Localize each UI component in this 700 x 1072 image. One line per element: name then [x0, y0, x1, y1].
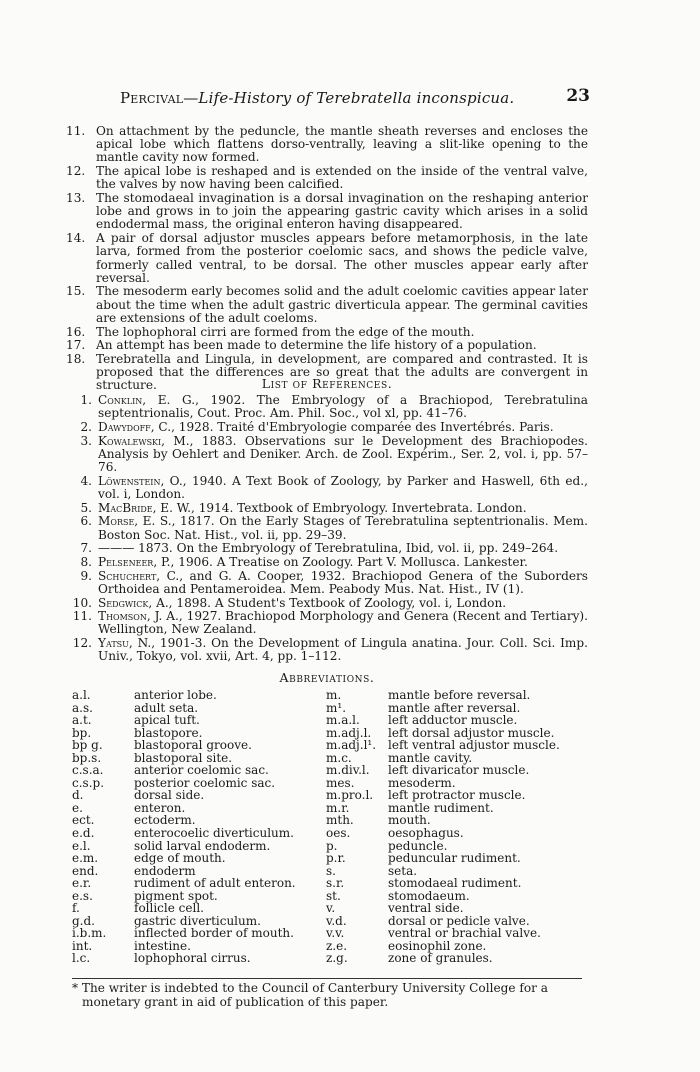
abbreviation-meaning: mantle rudiment.: [388, 800, 494, 815]
reference-author: Thomson, J. A.,: [98, 609, 183, 624]
abbreviation-meaning: left ventral adjustor muscle.: [388, 738, 560, 753]
reference-body: [98, 475, 588, 501]
abbreviation-key: m¹.: [326, 700, 347, 715]
abbreviation-meaning: left adductor muscle.: [388, 713, 518, 728]
abbreviation-meaning: pigment spot.: [134, 888, 218, 903]
summary-item: [66, 285, 588, 325]
abbreviation-key: end.: [72, 863, 99, 878]
reference-text: 1902. The Embryology of a Brachiopod, Terebratulina septentrionalis, Cout. Proc. Am. Phil. Soc., vol xl, pp. 41–76.: [98, 393, 588, 421]
abbreviation-row: [72, 852, 332, 865]
abbreviation-key: p.r.: [326, 851, 346, 866]
abbreviation-meaning: enterocoelic diverticulum.: [134, 826, 294, 841]
abbreviation-meaning: mesoderm.: [388, 775, 456, 790]
abbreviation-meaning: anterior coelomic sac.: [134, 763, 269, 778]
abbreviation-meaning: oesophagus.: [388, 826, 464, 841]
footnote: [72, 982, 588, 1009]
references-heading: List of References.: [261, 376, 393, 391]
summary-item-number: 15.: [66, 284, 86, 299]
abbreviation-row: [326, 802, 588, 815]
abbreviation-meaning: edge of mouth.: [134, 851, 226, 866]
abbreviation-key: e.: [72, 800, 83, 815]
abbreviation-row: [72, 764, 332, 777]
reference-body: [98, 637, 588, 663]
summary-item-number: 18.: [66, 351, 86, 366]
abbreviation-row: [326, 827, 588, 840]
abbreviation-row: [326, 764, 588, 777]
abbreviation-key: v.d.: [326, 913, 347, 928]
summary-item-text: The stomodaeal invagination is a dorsal invagination on the reshaping anterior lobe and grows in to join the appearing gastric cavity which arises in a solid endodermal mass, the original enteron having disappeared.: [96, 191, 588, 232]
abbreviation-meaning: rudiment of adult enteron.: [134, 876, 296, 891]
abbreviation-meaning: left protractor muscle.: [388, 788, 526, 803]
summary-item-text: A pair of dorsal adjustor muscles appears before metamorphosis, in the late larva, formed from the posterior coelomic sacs, and shows the pedicle valve, formerly called ventral, to be dorsal. The other muscles appear early after reversal.: [96, 231, 588, 285]
abbreviation-key: a.s.: [72, 700, 93, 715]
reference-item: [66, 637, 588, 663]
summary-item: [66, 192, 588, 232]
abbreviation-meaning: zone of granules.: [388, 951, 493, 966]
summary-item-text: On attachment by the peduncle, the mantle sheath reverses and encloses the apical lobe which flattens dorso-ventrally, leaving a slit-like opening to the mantle cavity now formed.: [96, 124, 588, 165]
summary-item-text: The mesoderm early becomes solid and the adult coelomic cavities appear later about the time when the adult gastric diverticula appear. The germinal cavities are extensions of the adult coeloms.: [96, 284, 588, 325]
abbreviation-meaning: anterior lobe.: [134, 688, 217, 702]
reference-text: 1928. Traité d'Embryologie comparée des Invertébrés. Paris.: [178, 419, 554, 434]
reference-number: 10.: [72, 595, 92, 610]
abbreviation-key: v.: [326, 901, 336, 916]
abbreviations-right-column: [326, 689, 588, 965]
abbreviation-row: [72, 739, 332, 752]
reference-number: 8.: [80, 554, 92, 569]
reference-number: 11.: [72, 609, 92, 624]
abbreviation-meaning: endoderm: [134, 863, 196, 878]
reference-item: [66, 597, 588, 610]
summary-item: [66, 232, 588, 285]
reference-body: [98, 597, 588, 610]
abbreviation-meaning: apical tuft.: [134, 713, 200, 728]
reference-number: 12.: [72, 636, 92, 651]
abbreviation-key: oes.: [326, 826, 351, 841]
reference-item: [66, 421, 588, 434]
reference-author: Schuchert, C.,: [98, 568, 184, 583]
abbreviation-key: z.g.: [326, 951, 348, 966]
abbreviation-meaning: stomodaeal rudiment.: [388, 876, 522, 891]
reference-item: [66, 502, 588, 515]
abbreviation-meaning: left divaricator muscle.: [388, 763, 530, 778]
abbreviation-key: g.d.: [72, 913, 95, 928]
reference-number: 4.: [80, 473, 92, 488]
abbreviation-row: [72, 789, 332, 802]
abbreviation-key: e.d.: [72, 826, 95, 841]
abbreviations-left-column: [72, 689, 332, 965]
abbreviation-key: m.div.l.: [326, 763, 370, 778]
abbreviation-key: i.b.m.: [72, 926, 107, 941]
reference-body: [98, 556, 588, 569]
summary-item-number: 14.: [66, 231, 86, 246]
abbreviation-key: bp.: [72, 725, 92, 740]
abbreviation-key: e.s.: [72, 888, 93, 903]
reference-item: [66, 435, 588, 475]
reference-number: 1.: [80, 393, 92, 407]
abbreviation-row: [326, 952, 588, 965]
abbreviation-meaning: lophophoral cirrus.: [134, 951, 251, 966]
abbreviation-meaning: dorsal side.: [134, 788, 205, 803]
abbreviation-key: m.: [326, 688, 342, 702]
abbreviation-key: d.: [72, 788, 84, 803]
abbreviation-row: [326, 877, 588, 890]
abbreviation-meaning: stomodaeum.: [388, 888, 470, 903]
summary-item-text: Terebratella and Lingula, in development, are compared and contrasted. It is proposed that the differences are so great that the adults are convergent in structure.: [96, 351, 588, 393]
abbreviation-key: a.l.: [72, 688, 91, 702]
abbreviation-meaning: blastoporal groove.: [134, 738, 252, 753]
reference-text: 1873. On the Embryology of Terebratulina, Ibid, vol. ii, pp. 249–264.: [138, 541, 559, 556]
reference-number: 9.: [80, 568, 92, 583]
header-title: Life-History of Terebratella inconspicua.: [198, 89, 515, 107]
summary-item-text: An attempt has been made to determine the life history of a population.: [96, 338, 537, 353]
reference-body: [98, 421, 588, 434]
reference-text: and G. A. Cooper, 1932. Brachiopod Genera of the Suborders Orthoidea and Pentameroidea. Mem. Peabody Mus. Nat. Hist., IV (1).: [98, 568, 589, 596]
reference-item: [66, 556, 588, 569]
abbreviation-key: m.pro.l.: [326, 788, 374, 803]
abbreviation-key: mes.: [326, 775, 355, 790]
summary-item: [66, 125, 588, 165]
abbreviation-key: e.r.: [72, 876, 92, 891]
abbreviation-meaning: intestine.: [134, 938, 191, 953]
reference-author: Yatsu, N.,: [98, 636, 156, 651]
abbreviation-key: v.v.: [326, 926, 345, 941]
abbreviation-meaning: follicle cell.: [134, 901, 204, 916]
abbreviation-meaning: blastopore.: [134, 725, 203, 740]
reference-text: 1817. On the Early Stages of Terebratulina septentrionalis. Mem. Boston Soc. Nat. Hist., vol. ii, pp. 29–39.: [98, 514, 588, 542]
abbreviation-meaning: blastoporal site.: [134, 750, 233, 765]
abbreviation-key: st.: [326, 888, 341, 903]
abbreviation-row: [72, 877, 332, 890]
reference-text: 1940. A Text Book of Zoology, by Parker and Haswell, 6th ed., vol. i, London.: [98, 473, 588, 501]
abbreviation-key: l.c.: [72, 951, 91, 966]
abbreviation-key: a.t.: [72, 713, 92, 728]
reference-author: Morse, E. S.,: [98, 514, 176, 529]
abbreviation-row: [326, 714, 588, 727]
reference-item: [66, 475, 588, 501]
abbreviation-meaning: ventral or brachial valve.: [388, 926, 541, 941]
abbreviation-meaning: mantle after reversal.: [388, 700, 521, 715]
running-header: Percival—Life-History of Terebratella inconspicua. 23: [120, 86, 590, 107]
reference-author: MacBride, E. W.,: [98, 500, 195, 515]
footnote-text: * The writer is indebted to the Council of Canterbury University College for a monetary grant in aid of publication of this paper.: [72, 981, 548, 1009]
abbreviation-meaning: mantle before reversal.: [388, 688, 531, 702]
abbreviation-row: [72, 952, 332, 965]
summary-item: [66, 165, 588, 191]
summary-item-text: The lophophoral cirri are formed from the edge of the mouth.: [96, 324, 475, 339]
summary-item-number: 11.: [66, 124, 86, 138]
reference-text: 1898. A Student's Textbook of Zoology, vol. i, London.: [176, 595, 507, 610]
abbreviation-meaning: posterior coelomic sac.: [134, 775, 276, 790]
abbreviation-key: m.r.: [326, 800, 350, 815]
abbreviation-row: [72, 827, 332, 840]
abbreviation-row: [72, 802, 332, 815]
reference-body: [98, 394, 588, 420]
abbreviation-meaning: dorsal or pedicle valve.: [388, 913, 530, 928]
abbreviation-key: p.: [326, 838, 338, 853]
abbreviation-key: f.: [72, 901, 80, 916]
reference-author: Pelseneer, P.,: [98, 554, 175, 569]
reference-author: Löwenstein, O.,: [98, 473, 187, 488]
abbreviation-meaning: mouth.: [388, 813, 431, 828]
abbreviation-meaning: peduncle.: [388, 838, 448, 853]
reference-text: 1883. Observations sur le Development des Brachiopodes. Analysis by Oehlert and Deniker. Arch. de Zool. Expérim., Ser. 2, vol. i, pp. 57–76.: [98, 433, 588, 475]
reference-author: ———: [98, 541, 135, 556]
abbreviation-key: s.: [326, 863, 336, 878]
abbreviation-row: [326, 852, 588, 865]
abbreviation-row: [326, 689, 588, 702]
abbreviation-meaning: left dorsal adjustor muscle.: [388, 725, 555, 740]
abbreviation-key: m.a.l.: [326, 713, 360, 728]
abbreviation-meaning: peduncular rudiment.: [388, 851, 521, 866]
summary-item-number: 16.: [66, 324, 86, 339]
reference-number: 5.: [80, 500, 92, 515]
abbreviation-meaning: inflected border of mouth.: [134, 926, 294, 941]
abbreviation-key: e.m.: [72, 851, 99, 866]
reference-text: 1906. A Treatise on Zoology. Part V. Mollusca. Lankester.: [178, 554, 528, 569]
reference-body: [98, 542, 588, 555]
abbreviation-row: [72, 702, 332, 715]
abbreviation-row: [326, 902, 588, 915]
reference-item: [66, 394, 588, 420]
reference-author: Dawydoff, C.,: [98, 419, 175, 434]
reference-body: [98, 570, 588, 596]
abbreviation-meaning: ventral side.: [388, 901, 464, 916]
abbreviation-row: [72, 714, 332, 727]
abbreviation-meaning: solid larval endoderm.: [134, 838, 271, 853]
reference-item: [66, 570, 588, 596]
reference-item: [66, 542, 588, 555]
abbreviation-row: [72, 902, 332, 915]
abbreviation-key: mth.: [326, 813, 354, 828]
reference-number: 3.: [80, 433, 92, 448]
abbreviation-key: int.: [72, 938, 93, 953]
summary-item: [66, 339, 588, 352]
abbreviation-meaning: mantle cavity.: [388, 750, 473, 765]
abbreviation-key: m.c.: [326, 750, 352, 765]
reference-author: Kowalewski, M.,: [98, 433, 194, 448]
abbreviation-key: m.adj.l.: [326, 725, 372, 740]
summary-list: [66, 125, 588, 393]
summary-item-number: 17.: [66, 338, 86, 353]
abbreviation-row: [326, 739, 588, 752]
page-number: 23: [566, 86, 590, 106]
abbreviation-row: [72, 927, 332, 940]
summary-item-text: The apical lobe is reshaped and is extended on the inside of the ventral valve, the valves by now having been calcified.: [96, 164, 588, 192]
abbreviation-key: s.r.: [326, 876, 345, 891]
footnote-rule: [72, 978, 582, 979]
abbreviation-key: e.l.: [72, 838, 91, 853]
abbreviation-key: c.s.p.: [72, 775, 105, 790]
abbreviation-key: bp.s.: [72, 750, 102, 765]
reference-text: 1914. Textbook of Embryology. Invertebrata. London.: [198, 500, 527, 515]
reference-number: 2.: [80, 419, 92, 434]
reference-body: [98, 610, 588, 636]
abbreviation-meaning: ectoderm.: [134, 813, 196, 828]
summary-item-number: 13.: [66, 191, 86, 206]
abbreviation-meaning: enteron.: [134, 800, 186, 815]
reference-text: 1927. Brachiopod Morphology and Genera (Recent and Tertiary). Wellington, New Zealand.: [98, 609, 588, 637]
reference-body: [98, 502, 588, 515]
reference-number: 7.: [80, 541, 92, 556]
references-list: [66, 394, 588, 664]
reference-body: [98, 435, 588, 475]
abbreviation-key: c.s.a.: [72, 763, 104, 778]
reference-item: [66, 610, 588, 636]
reference-item: [66, 515, 588, 541]
reference-body: [98, 515, 588, 541]
abbreviation-key: ect.: [72, 813, 95, 828]
reference-text: 1901-3. On the Development of Lingula anatina. Jour. Coll. Sci. Imp. Univ., Tokyo, vol. xvii, Art. 4, pp. 1–112.: [98, 636, 588, 664]
reference-number: 6.: [80, 514, 92, 529]
abbreviation-meaning: gastric diverticulum.: [134, 913, 261, 928]
summary-item-number: 12.: [66, 164, 86, 179]
abbreviation-row: [72, 689, 332, 702]
abbreviation-meaning: adult seta.: [134, 700, 199, 715]
abbreviation-key: z.e.: [326, 938, 348, 953]
abbreviation-meaning: eosinophil zone.: [388, 938, 487, 953]
abbreviation-meaning: seta.: [388, 863, 418, 878]
abbreviations-heading: Abbreviations.: [279, 670, 375, 685]
header-author: Percival: [120, 89, 184, 107]
abbreviation-key: m.adj.l¹.: [326, 738, 377, 753]
summary-item: [66, 326, 588, 339]
abbreviation-key: bp g.: [72, 738, 103, 753]
reference-author: Sedgwick, A.,: [98, 595, 173, 610]
reference-author: Conklin, E. G.,: [98, 393, 199, 407]
